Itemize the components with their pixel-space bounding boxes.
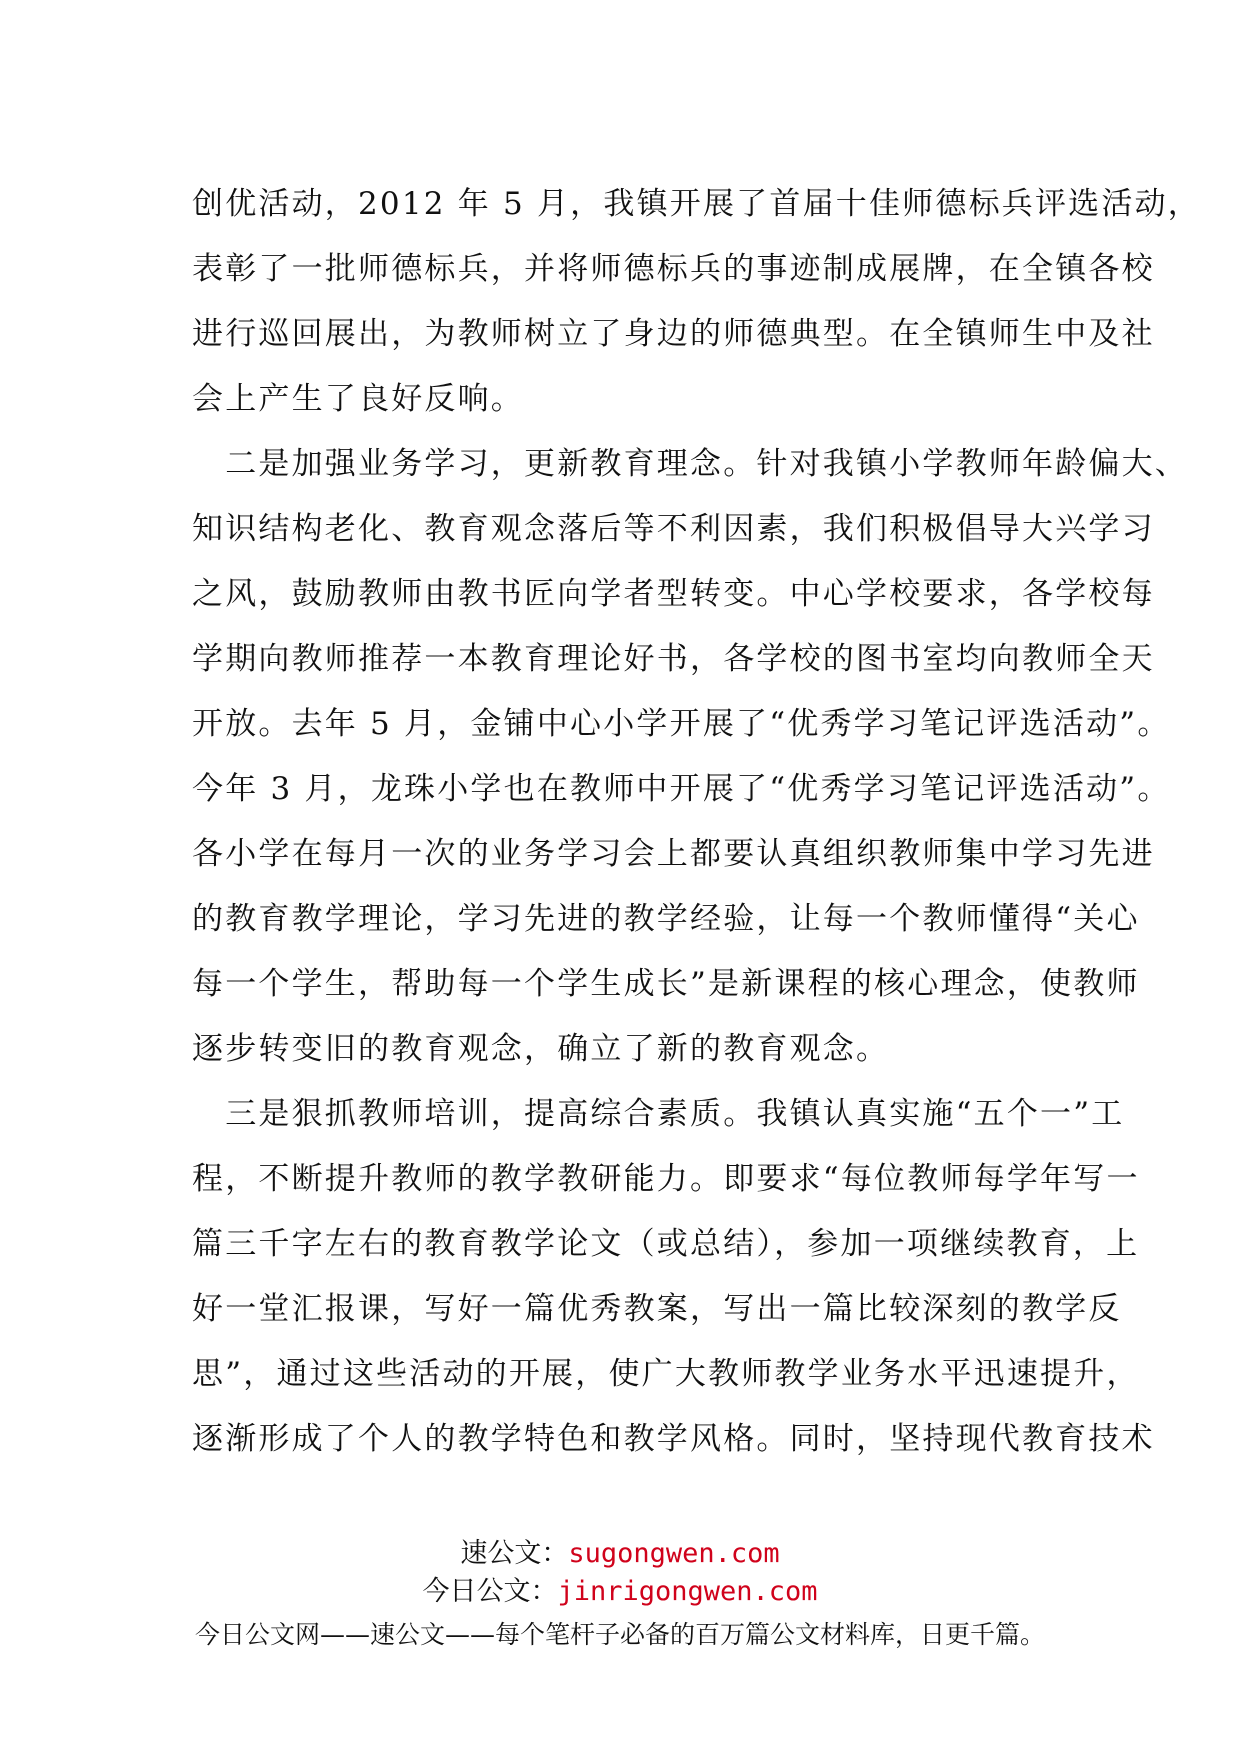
site-label: 速公文： xyxy=(460,1538,569,1569)
footer-site-sugongwen xyxy=(0,1536,1240,1572)
paragraph-line: 思”，通过这些活动的开展，使广大教师教学业务水平迅速提升， xyxy=(192,1356,1140,1392)
paragraph-line: 各小学在每月一次的业务学习会上都要认真组织教师集中学习先进 xyxy=(192,836,1155,872)
document-body xyxy=(192,172,1201,1472)
paragraph-line: 会上产生了良好反响。 xyxy=(192,381,524,417)
paragraph-line: 之风，鼓励教师由教书匠向学者型转变。中心学校要求，各学校每 xyxy=(192,576,1155,612)
site-link-sugongwen[interactable]: sugongwen.com xyxy=(568,1538,780,1569)
site-label: 今日公文： xyxy=(422,1576,558,1607)
paragraph-line: 三是狠抓教师培训，提高综合素质。我镇认真实施“五个一”工 xyxy=(192,1096,1125,1132)
paragraph-line: 今年 3 月，龙珠小学也在教师中开展了“优秀学习笔记评选活动”。 xyxy=(192,771,1171,807)
paragraph-line: 开放。去年 5 月，金铺中心小学开展了“优秀学习笔记评选活动”。 xyxy=(192,706,1171,742)
paragraph-line: 二是加强业务学习，更新教育理念。针对我镇小学教师年龄偏大、 xyxy=(192,446,1188,482)
paragraph-line: 逐渐形成了个人的教学特色和教学风格。同时，坚持现代教育技术 xyxy=(192,1421,1155,1457)
paragraph-line: 进行巡回展出，为教师树立了身边的师德典型。在全镇师生中及社 xyxy=(192,316,1155,352)
footer-slogan: 今日公文网——速公文——每个笔杆子必备的百万篇公文材料库，日更千篇。 xyxy=(194,1620,1045,1649)
paragraph-line: 表彰了一批师德标兵，并将师德标兵的事迹制成展牌，在全镇各校 xyxy=(192,251,1155,287)
site-link-jinrigongwen[interactable]: jinrigongwen.com xyxy=(557,1576,818,1607)
paragraph-line: 学期向教师推荐一本教育理论好书，各学校的图书室均向教师全天 xyxy=(192,641,1155,677)
paragraph-line: 好一堂汇报课，写好一篇优秀教案，写出一篇比较深刻的教学反 xyxy=(192,1291,1122,1327)
paragraph-line: 篇三千字左右的教育教学论文（或总结），参加一项继续教育，上 xyxy=(192,1226,1140,1262)
paragraph-line: 的教育教学理论，学习先进的教学经验，让每一个教师懂得“关心 xyxy=(192,901,1140,937)
paragraph-line: 每一个学生，帮助每一个学生成长”是新课程的核心理念，使教师 xyxy=(192,966,1140,1002)
paragraph-line: 创优活动，2012 年 5 月，我镇开展了首届十佳师德标兵评选活动， xyxy=(192,186,1201,222)
paragraph-line: 程，不断提升教师的教学教研能力。即要求“每位教师每学年写一 xyxy=(192,1161,1140,1197)
paragraph-line: 逐步转变旧的教育观念，确立了新的教育观念。 xyxy=(192,1031,890,1067)
paragraph-line: 知识结构老化、教育观念落后等不利因素，我们积极倡导大兴学习 xyxy=(192,511,1155,547)
footer-site-jinrigongwen xyxy=(0,1574,1240,1610)
